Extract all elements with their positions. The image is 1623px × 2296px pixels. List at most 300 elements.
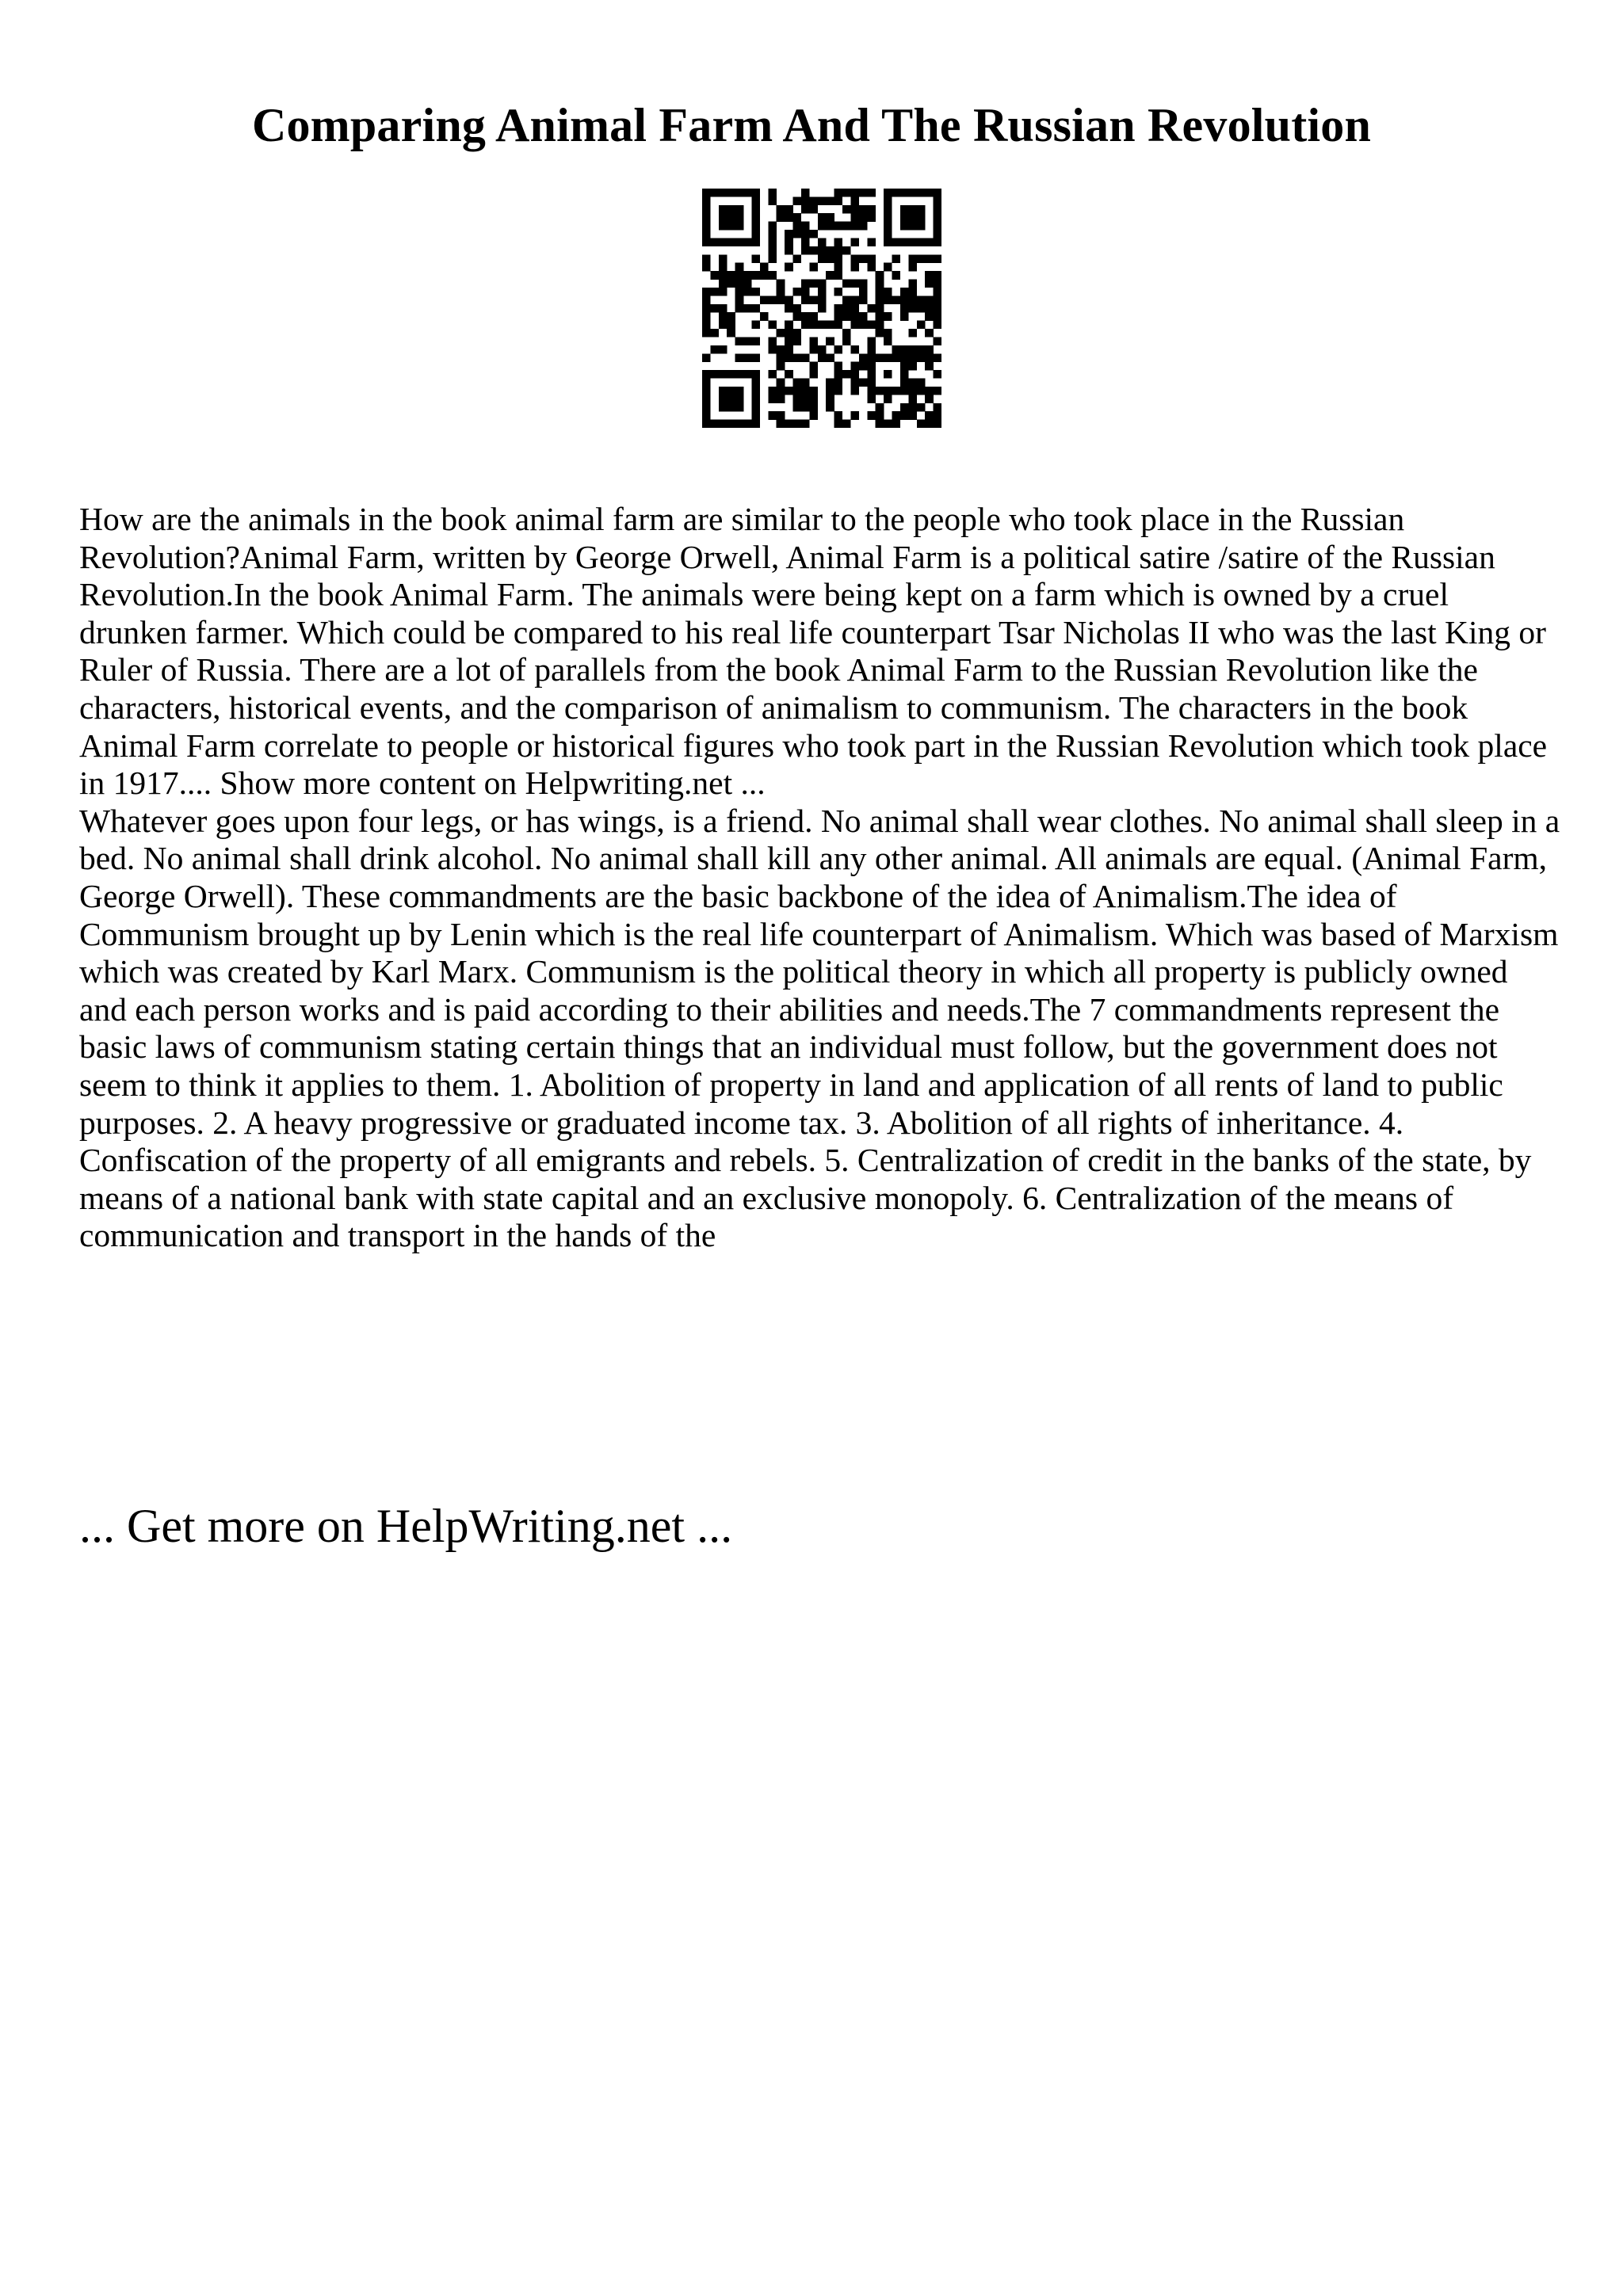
page-title: Comparing Animal Farm And The Russian Revolution bbox=[251, 99, 1372, 151]
qr-module bbox=[826, 395, 834, 403]
qr-module bbox=[751, 196, 760, 205]
qr-module bbox=[834, 379, 843, 387]
qr-module bbox=[710, 304, 719, 313]
qr-module bbox=[850, 296, 859, 304]
qr-module bbox=[801, 312, 810, 321]
qr-module bbox=[834, 312, 843, 321]
qr-module bbox=[777, 329, 785, 338]
qr-module bbox=[710, 370, 719, 379]
qr-module bbox=[867, 370, 876, 379]
qr-module bbox=[826, 271, 834, 280]
qr-module bbox=[768, 296, 777, 304]
qr-module bbox=[785, 246, 793, 255]
qr-module bbox=[908, 263, 917, 272]
qr-module bbox=[743, 420, 752, 428]
qr-module bbox=[702, 395, 711, 403]
qr-module bbox=[934, 213, 941, 222]
qr-module bbox=[859, 321, 868, 330]
qr-module bbox=[793, 337, 802, 345]
qr-module bbox=[702, 312, 711, 321]
qr-module bbox=[751, 238, 760, 246]
qr-module bbox=[908, 387, 917, 395]
qr-module bbox=[751, 403, 760, 412]
qr-module bbox=[876, 271, 884, 280]
qr-module bbox=[785, 353, 793, 362]
qr-module bbox=[867, 238, 876, 246]
qr-module bbox=[876, 411, 884, 420]
qr-module bbox=[867, 254, 876, 263]
qr-module bbox=[867, 411, 876, 420]
qr-module bbox=[925, 353, 934, 362]
qr-module bbox=[834, 263, 843, 272]
qr-module bbox=[842, 304, 851, 313]
qr-module bbox=[876, 353, 884, 362]
qr-module bbox=[867, 304, 876, 313]
qr-module bbox=[801, 246, 810, 255]
qr-module bbox=[735, 387, 744, 395]
qr-module bbox=[842, 246, 851, 255]
qr-module bbox=[735, 205, 744, 214]
qr-module bbox=[793, 353, 802, 362]
qr-module bbox=[719, 271, 727, 280]
qr-module bbox=[710, 271, 719, 280]
qr-module bbox=[908, 362, 917, 371]
qr-module bbox=[892, 238, 901, 246]
qr-module bbox=[743, 189, 752, 197]
qr-module bbox=[719, 420, 727, 428]
qr-module bbox=[809, 370, 818, 379]
qr-module bbox=[884, 370, 892, 379]
qr-module bbox=[917, 420, 926, 428]
qr-module bbox=[876, 312, 884, 321]
qr-module bbox=[735, 189, 744, 197]
qr-module bbox=[702, 379, 711, 387]
qr-module bbox=[892, 353, 901, 362]
qr-module bbox=[785, 337, 793, 345]
qr-module bbox=[719, 222, 727, 231]
qr-module bbox=[834, 345, 843, 354]
qr-module bbox=[809, 312, 818, 321]
qr-module bbox=[735, 222, 744, 231]
qr-module bbox=[809, 362, 818, 371]
qr-module bbox=[751, 387, 760, 395]
qr-module bbox=[834, 387, 843, 395]
qr-module bbox=[917, 254, 926, 263]
qr-module bbox=[751, 189, 760, 197]
qr-module bbox=[777, 205, 785, 214]
qr-module bbox=[826, 321, 834, 330]
qr-module bbox=[735, 353, 744, 362]
qr-module bbox=[834, 189, 843, 197]
qr-module bbox=[702, 304, 711, 313]
qr-module bbox=[809, 230, 818, 238]
qr-module bbox=[793, 230, 802, 238]
qr-module bbox=[876, 420, 884, 428]
qr-module bbox=[826, 353, 834, 362]
qr-module bbox=[908, 280, 917, 288]
qr-module bbox=[751, 395, 760, 403]
qr-module bbox=[785, 238, 793, 246]
paragraph-2: Whatever goes upon four legs, or has wings, is a friend. No animal shall wear clothes. No animal shall sleep in a bed. No animal shall drink alcohol. No animal shall kill any other animal. All animals are equal. (Animal Farm, George Orwell). These commandments are the basic backbone of the idea of Animalism.The idea of Communism brought up by Lenin which is the real life counterpart of Animalism. Which was based of Marxism which was created by Karl Marx. Communism is the political theory in which all property is publicly owned and each person works and is paid according to their abilities and needs.The 7 commandments represent the basic laws of communism stating certain things that an individual must follow, but the government does not seem to think it applies to them. 1. Abolition of property in land and application of all rents of land to public purposes. 2. A heavy progressive or graduated income tax. 3. Abolition of all rights of inheritance. 4. Confiscation of the property of all emigrants and rebels. 5. Centralization of credit in the banks of the state, by means of a national bank with state capital and an exclusive monopoly. 6. Centralization of the means of communication and transport in the hands of the bbox=[79, 802, 1560, 1254]
qr-module bbox=[735, 403, 744, 412]
qr-module bbox=[925, 312, 934, 321]
qr-module bbox=[859, 280, 868, 288]
qr-module bbox=[785, 263, 793, 272]
qr-module bbox=[735, 370, 744, 379]
qr-module bbox=[760, 271, 769, 280]
qr-module bbox=[809, 411, 818, 420]
qr-module bbox=[768, 345, 777, 354]
qr-module bbox=[917, 379, 926, 387]
qr-module bbox=[884, 230, 892, 238]
qr-module bbox=[934, 353, 941, 362]
qr-module bbox=[934, 296, 941, 304]
qr-module bbox=[809, 345, 818, 354]
qr-module bbox=[768, 337, 777, 345]
qr-module bbox=[834, 222, 843, 231]
qr-module bbox=[884, 329, 892, 338]
qr-module bbox=[834, 370, 843, 379]
qr-module bbox=[876, 329, 884, 338]
qr-module bbox=[850, 370, 859, 379]
qr-module bbox=[826, 246, 834, 255]
qr-module bbox=[702, 329, 711, 338]
qr-module bbox=[826, 254, 834, 263]
qr-module bbox=[818, 246, 827, 255]
qr-module bbox=[727, 213, 735, 222]
qr-module bbox=[751, 254, 760, 263]
qr-module bbox=[908, 238, 917, 246]
qr-module bbox=[768, 387, 777, 395]
qr-module bbox=[719, 312, 727, 321]
qr-module bbox=[785, 387, 793, 395]
qr-module bbox=[925, 395, 934, 403]
qr-module bbox=[867, 362, 876, 371]
qr-module bbox=[850, 205, 859, 214]
qr-module bbox=[801, 230, 810, 238]
qr-module bbox=[834, 288, 843, 296]
qr-module bbox=[768, 246, 777, 255]
qr-module bbox=[702, 205, 711, 214]
qr-module bbox=[727, 280, 735, 288]
qr-module bbox=[751, 222, 760, 231]
qr-module bbox=[892, 296, 901, 304]
qr-module bbox=[925, 387, 934, 395]
qr-module bbox=[743, 271, 752, 280]
qr-module bbox=[801, 395, 810, 403]
qr-module bbox=[719, 345, 727, 354]
article-body bbox=[79, 501, 1561, 1255]
qr-module bbox=[751, 379, 760, 387]
qr-module bbox=[859, 288, 868, 296]
qr-module bbox=[719, 213, 727, 222]
qr-module bbox=[859, 189, 868, 197]
qr-module bbox=[702, 254, 711, 263]
qr-module bbox=[801, 296, 810, 304]
qr-module bbox=[884, 288, 892, 296]
qr-module bbox=[834, 254, 843, 263]
qr-module bbox=[785, 213, 793, 222]
qr-module bbox=[710, 329, 719, 338]
qr-module bbox=[934, 370, 941, 379]
qr-module bbox=[908, 353, 917, 362]
qr-module bbox=[900, 304, 909, 313]
qr-module bbox=[917, 296, 926, 304]
qr-module bbox=[900, 288, 909, 296]
qr-module bbox=[842, 222, 851, 231]
qr-module bbox=[727, 403, 735, 412]
qr-module bbox=[702, 222, 711, 231]
qr-module bbox=[743, 304, 752, 313]
qr-module bbox=[818, 296, 827, 304]
qr-module bbox=[702, 189, 711, 197]
qr-module bbox=[859, 379, 868, 387]
qr-module bbox=[900, 238, 909, 246]
qr-module bbox=[702, 238, 711, 246]
qr-module bbox=[908, 296, 917, 304]
qr-module bbox=[884, 296, 892, 304]
qr-module bbox=[917, 403, 926, 412]
qr-module bbox=[934, 304, 941, 313]
qr-module bbox=[793, 312, 802, 321]
qr-module bbox=[900, 362, 909, 371]
qr-module bbox=[884, 395, 892, 403]
qr-module bbox=[702, 387, 711, 395]
qr-module bbox=[892, 420, 901, 428]
qr-module bbox=[768, 271, 777, 280]
qr-module bbox=[908, 213, 917, 222]
qr-module bbox=[850, 411, 859, 420]
qr-module bbox=[892, 254, 901, 263]
qr-module bbox=[917, 353, 926, 362]
qr-module bbox=[809, 387, 818, 395]
qr-module bbox=[884, 353, 892, 362]
qr-module bbox=[934, 222, 941, 231]
qr-module bbox=[719, 263, 727, 272]
qr-module bbox=[908, 189, 917, 197]
qr-module bbox=[908, 411, 917, 420]
qr-module bbox=[917, 222, 926, 231]
qr-module bbox=[719, 395, 727, 403]
qr-module bbox=[908, 254, 917, 263]
qr-module bbox=[751, 353, 760, 362]
qr-module bbox=[719, 254, 727, 263]
qr-module bbox=[917, 321, 926, 330]
qr-module bbox=[793, 213, 802, 222]
qr-module bbox=[702, 196, 711, 205]
qr-module bbox=[768, 238, 777, 246]
qr-module bbox=[735, 296, 744, 304]
qr-module bbox=[834, 420, 843, 428]
qr-module bbox=[793, 387, 802, 395]
qr-module bbox=[751, 230, 760, 238]
qr-code-icon bbox=[702, 189, 941, 428]
qr-module bbox=[777, 296, 785, 304]
qr-module bbox=[908, 345, 917, 354]
qr-module bbox=[809, 246, 818, 255]
qr-module bbox=[735, 263, 744, 272]
qr-module bbox=[735, 420, 744, 428]
qr-module bbox=[900, 296, 909, 304]
qr-module bbox=[934, 337, 941, 345]
qr-module bbox=[934, 387, 941, 395]
qr-module bbox=[768, 254, 777, 263]
qr-module bbox=[818, 238, 827, 246]
qr-module bbox=[801, 353, 810, 362]
qr-module bbox=[925, 254, 934, 263]
qr-module bbox=[934, 238, 941, 246]
qr-module bbox=[917, 205, 926, 214]
qr-module bbox=[884, 263, 892, 272]
qr-module bbox=[859, 353, 868, 362]
qr-module bbox=[751, 271, 760, 280]
qr-module bbox=[777, 411, 785, 420]
qr-module bbox=[850, 196, 859, 205]
qr-module bbox=[900, 345, 909, 354]
qr-module bbox=[727, 238, 735, 246]
qr-module bbox=[809, 395, 818, 403]
qr-module bbox=[735, 238, 744, 246]
qr-module bbox=[809, 263, 818, 272]
qr-module bbox=[917, 387, 926, 395]
qr-module bbox=[908, 403, 917, 412]
qr-module bbox=[702, 370, 711, 379]
qr-module bbox=[735, 304, 744, 313]
qr-module bbox=[884, 387, 892, 395]
qr-module bbox=[785, 370, 793, 379]
qr-module bbox=[743, 337, 752, 345]
qr-module bbox=[917, 189, 926, 197]
qr-module bbox=[859, 213, 868, 222]
qr-module bbox=[876, 280, 884, 288]
qr-module bbox=[934, 254, 941, 263]
qr-module bbox=[826, 403, 834, 412]
qr-module bbox=[809, 403, 818, 412]
qr-module bbox=[934, 312, 941, 321]
qr-module bbox=[793, 254, 802, 263]
qr-module bbox=[777, 288, 785, 296]
qr-module bbox=[917, 213, 926, 222]
qr-module bbox=[850, 387, 859, 395]
qr-module bbox=[818, 345, 827, 354]
qr-module bbox=[900, 370, 909, 379]
get-more-link[interactable]: ... Get more on HelpWriting.net ... bbox=[79, 1500, 733, 1552]
qr-module bbox=[702, 263, 711, 272]
qr-module bbox=[727, 329, 735, 338]
qr-module bbox=[768, 395, 777, 403]
qr-module bbox=[867, 387, 876, 395]
qr-module bbox=[743, 370, 752, 379]
qr-code-graphic bbox=[702, 189, 941, 428]
qr-module bbox=[777, 353, 785, 362]
qr-module bbox=[735, 213, 744, 222]
qr-module bbox=[793, 403, 802, 412]
qr-module bbox=[818, 304, 827, 313]
qr-module bbox=[842, 205, 851, 214]
qr-module bbox=[867, 353, 876, 362]
qr-module bbox=[867, 337, 876, 345]
qr-module bbox=[876, 296, 884, 304]
qr-module bbox=[892, 387, 901, 395]
qr-module bbox=[934, 230, 941, 238]
qr-module bbox=[859, 362, 868, 371]
qr-module bbox=[751, 304, 760, 313]
qr-module bbox=[735, 271, 744, 280]
qr-module bbox=[859, 205, 868, 214]
qr-module bbox=[850, 312, 859, 321]
qr-module bbox=[842, 420, 851, 428]
qr-module bbox=[768, 222, 777, 231]
qr-module bbox=[801, 205, 810, 214]
qr-module bbox=[727, 205, 735, 214]
qr-module bbox=[934, 280, 941, 288]
qr-module bbox=[908, 205, 917, 214]
qr-module bbox=[826, 379, 834, 387]
qr-module bbox=[702, 296, 711, 304]
qr-module bbox=[743, 238, 752, 246]
qr-module bbox=[925, 420, 934, 428]
qr-module bbox=[768, 411, 777, 420]
qr-module bbox=[727, 321, 735, 330]
qr-module bbox=[876, 288, 884, 296]
qr-module bbox=[809, 205, 818, 214]
qr-module bbox=[834, 238, 843, 246]
qr-module bbox=[702, 213, 711, 222]
qr-module bbox=[719, 321, 727, 330]
qr-module bbox=[785, 205, 793, 214]
qr-module bbox=[702, 420, 711, 428]
qr-module bbox=[867, 321, 876, 330]
qr-module bbox=[743, 280, 752, 288]
qr-module bbox=[719, 280, 727, 288]
qr-module bbox=[777, 420, 785, 428]
qr-module bbox=[850, 362, 859, 371]
qr-module bbox=[908, 329, 917, 338]
qr-module bbox=[834, 196, 843, 205]
qr-module bbox=[884, 238, 892, 246]
qr-module bbox=[900, 387, 909, 395]
qr-module bbox=[850, 213, 859, 222]
qr-module bbox=[785, 321, 793, 330]
qr-module bbox=[834, 271, 843, 280]
qr-module bbox=[900, 411, 909, 420]
qr-module bbox=[876, 403, 884, 412]
qr-module bbox=[801, 321, 810, 330]
qr-module bbox=[801, 420, 810, 428]
qr-module bbox=[801, 403, 810, 412]
qr-module bbox=[777, 379, 785, 387]
qr-module bbox=[809, 296, 818, 304]
qr-module bbox=[727, 387, 735, 395]
qr-module bbox=[793, 196, 802, 205]
qr-module bbox=[884, 312, 892, 321]
qr-module bbox=[793, 420, 802, 428]
qr-module bbox=[743, 353, 752, 362]
qr-module bbox=[934, 189, 941, 197]
qr-module bbox=[900, 189, 909, 197]
qr-module bbox=[719, 304, 727, 313]
qr-module bbox=[842, 280, 851, 288]
qr-module bbox=[777, 345, 785, 354]
qr-module bbox=[801, 379, 810, 387]
qr-module bbox=[934, 196, 941, 205]
qr-module bbox=[801, 238, 810, 246]
qr-module bbox=[859, 254, 868, 263]
qr-module bbox=[751, 420, 760, 428]
qr-module bbox=[908, 379, 917, 387]
qr-module bbox=[934, 420, 941, 428]
qr-module bbox=[925, 345, 934, 354]
